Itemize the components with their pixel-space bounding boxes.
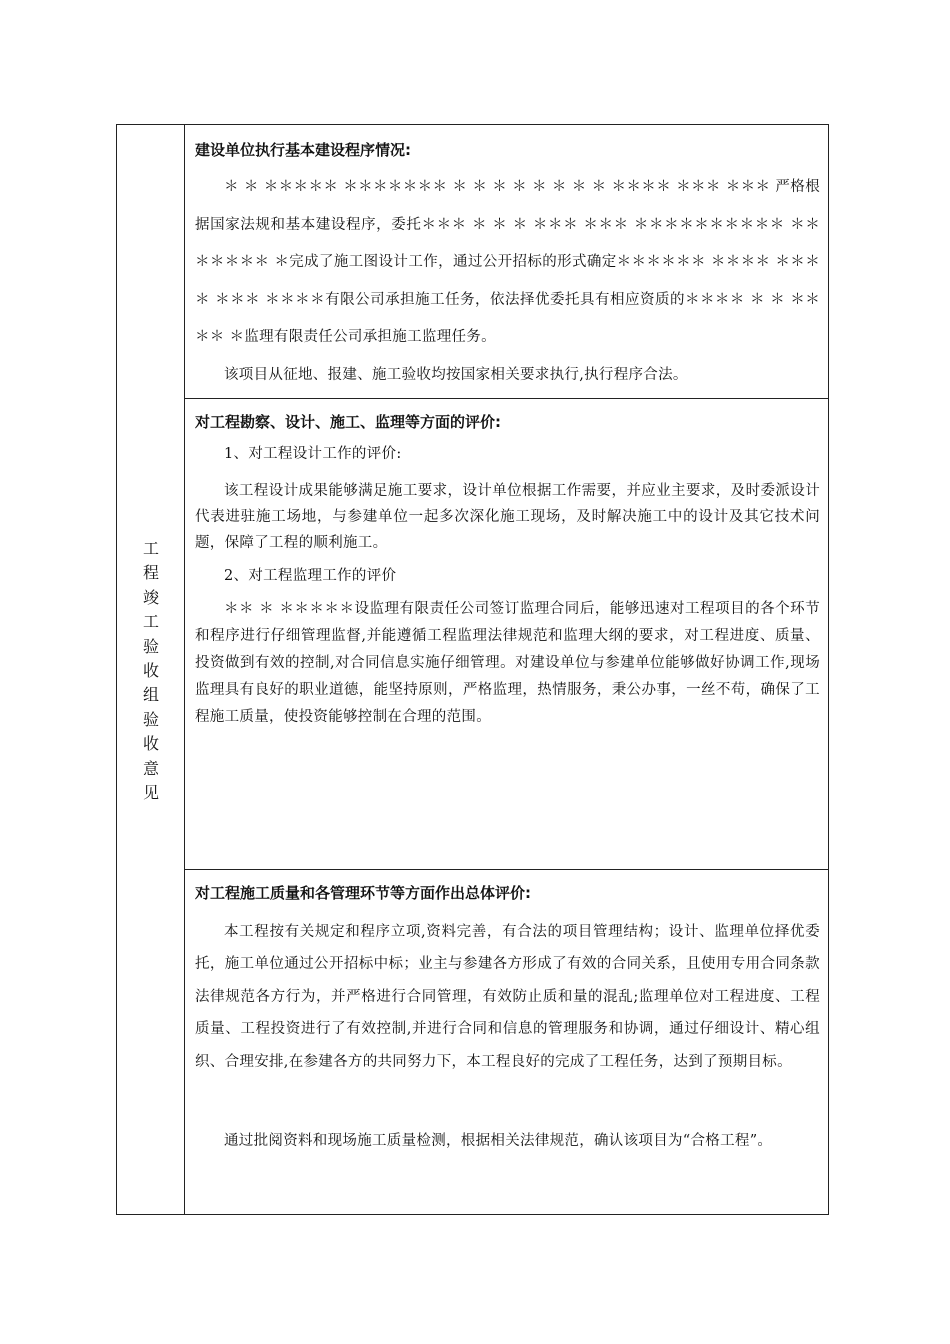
- section-heading: 对工程施工质量和各管理环节等方面作出总体评价:: [195, 884, 532, 902]
- label-char: 竣: [142, 587, 159, 607]
- label-char: 程: [142, 563, 159, 583]
- acceptance-form-table: [116, 124, 829, 1215]
- label-char: 收: [142, 734, 159, 754]
- overall-evaluation-paragraph: 本工程按有关规定和程序立项,资料完善，有合法的项目管理结构；设计、监理单位择优委托，施工单位通过公开招标中标；业主与参建各方形成了有效的合同关系，且使用专用合同条款法律规范各方行为，并严格进行合同管理，有效防止质和量的混乱;监理单位对工程进度、工程质量、工程投资进行了有效控制,并进行合同和信息的管理服务和协调，通过仔细设计、精心组织、合理安排,在参建各方的共同努力下，本工程良好的完成了工程任务，达到了预期目标。: [195, 924, 820, 1070]
- procedure-conclusion: 该项目从征地、报建、施工验收均按国家相关要求执行,执行程序合法。: [224, 367, 688, 383]
- label-char: 组: [142, 685, 159, 705]
- procedure-paragraph: ＊ ＊ ＊＊＊＊＊ ＊＊＊＊＊＊＊ ＊ ＊ ＊ ＊ ＊ ＊ ＊ ＊ ＊＊＊＊ ＊＊＊ ＊＊＊ 严格根据国家法规和基本建设程序，委托＊＊＊ ＊ ＊ ＊ ＊＊＊ ＊＊＊ ＊＊＊＊＊＊＊＊＊＊ ＊＊＊＊＊＊＊ ＊完成了施工图设计工作，通过公开招标的形式确定＊＊＊＊＊＊ ＊＊＊＊ ＊＊＊＊ ＊＊＊ ＊＊＊＊有限公司承担施工任务，依法择优委托具有相应资质的＊＊＊＊ ＊ ＊ ＊＊＊＊ ＊监理有限责任公司承担施工监理任务。: [195, 179, 820, 345]
- label-char: 验: [142, 636, 159, 656]
- section-heading: 对工程勘察、设计、施工、监理等方面的评价:: [195, 413, 502, 431]
- label-char: 工: [142, 539, 159, 558]
- label-char: 收: [142, 661, 159, 681]
- label-char: 意: [142, 758, 159, 778]
- section-evaluation: [185, 399, 828, 870]
- section-overall-evaluation: [185, 870, 828, 1216]
- label-char: 见: [142, 783, 159, 803]
- section-heading: 建设单位执行基本建设程序情况:: [195, 141, 412, 159]
- design-evaluation-paragraph: 该工程设计成果能够满足施工要求，设计单位根据工作需要，并应业主要求，及时委派设计代表进驻施工场地，与参建单位一起多次深化施工现场，及时解决施工中的设计及其它技术问题，保障了工程的顺利施工。: [195, 483, 820, 551]
- vertical-label: [117, 537, 185, 805]
- section-construction-procedure: [185, 125, 828, 399]
- overall-conclusion-paragraph: 通过批阅资料和现场施工质量检测，根据相关法律规范，确认该项目为“合格工程”。: [224, 1133, 773, 1149]
- supervision-subheading: 2、对工程监理工作的评价: [224, 568, 397, 584]
- left-label-column: [117, 125, 185, 1214]
- supervision-evaluation-paragraph: ＊＊ ＊ ＊＊＊＊＊设监理有限责任公司签订监理合同后，能够迅速对工程项目的各个环节和程序进行仔细管理监督,并能遵循工程监理法律规范和监理大纲的要求，对工程进度、质量、投资做到有效的控制,对合同信息实施仔细管理。对建设单位与参建单位能够做好协调工作,现场监理具有良好的职业道德，能坚持原则，严格监理，热情服务，秉公办事，一丝不苟，确保了工程施工质量，使投资能够控制在合理的范围。: [195, 601, 820, 725]
- label-char: 工: [142, 612, 159, 632]
- label-char: 验: [142, 709, 159, 729]
- design-subheading: 1、对工程设计工作的评价:: [224, 446, 402, 462]
